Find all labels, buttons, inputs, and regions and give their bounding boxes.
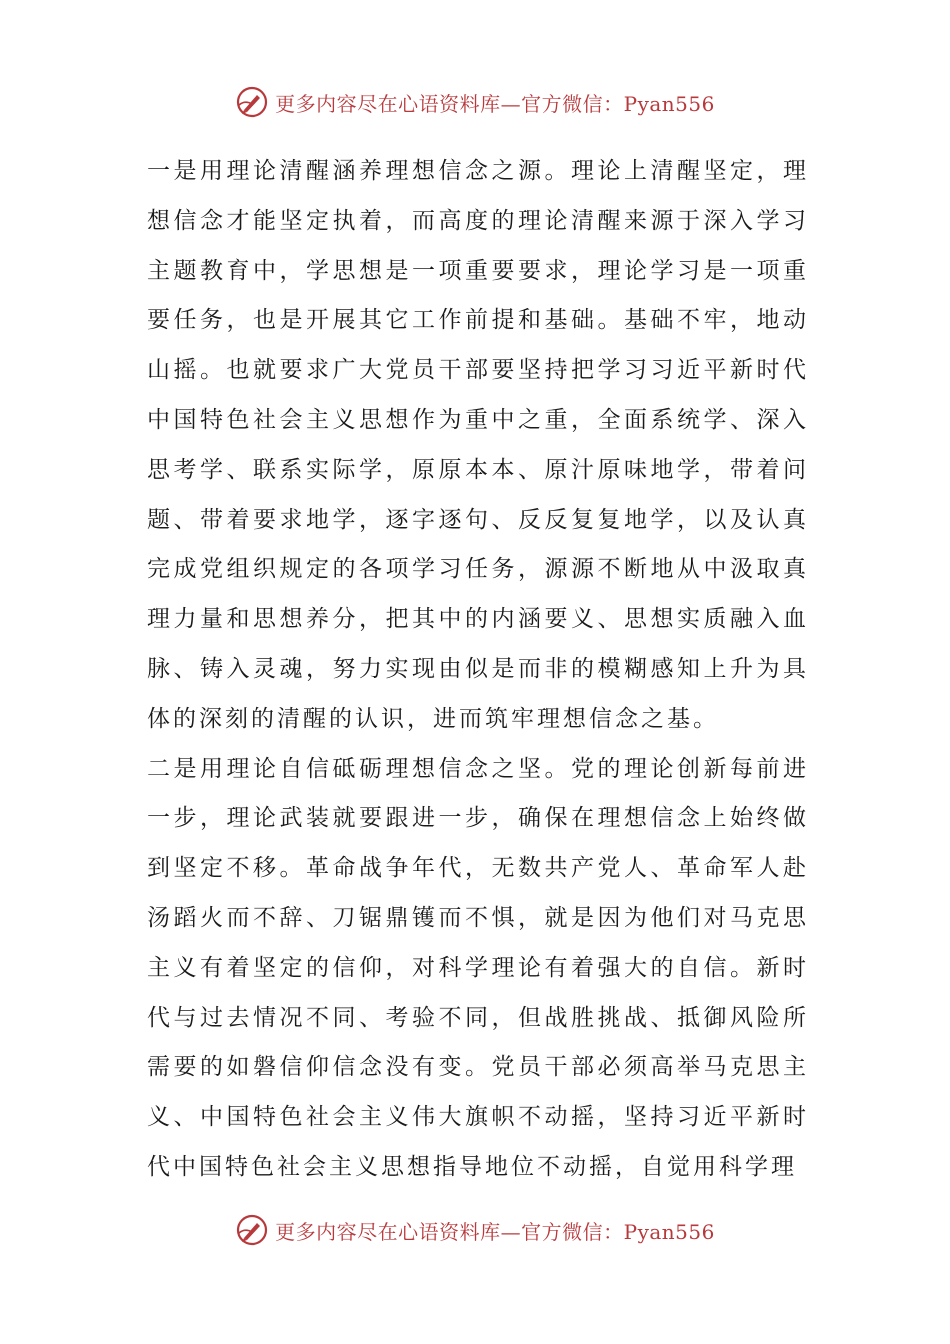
header-banner-text: 更多内容尽在心语资料库—官方微信：Pyan556 — [275, 91, 715, 116]
footer-banner-text: 更多内容尽在心语资料库—官方微信：Pyan556 — [275, 1219, 715, 1244]
paragraph-2: 二是用理论自信砥砺理想信念之坚。党的理论创新每前进一步，理论武装就要跟进一步，确保在理想信念上始终做到坚定不移。革命战争年代，无数共产党人、革命军人赴汤蹈火而不辞、刀锯鼎镬而不惧，就是因为他们对马克思主义有着坚定的信仰，对科学理论有着强大的自信。新时代与过去情况不同、考验不同，但战胜挑战、抵御风险所需要的如磐信仰信念没有变。党员干部必须高举马克思主义、中国特色社会主义伟大旗帜不动摇，坚持习近平新时代中国特色社会主义思想指导地位不动摇，自觉用科学理 — [147, 755, 809, 1180]
pen-logo-icon — [235, 1213, 269, 1247]
document-body — [147, 147, 809, 1193]
paragraph-1: 一是用理论清醒涵养理想信念之源。理论上清醒坚定，理想信念才能坚定执着，而高度的理论清醒来源于深入学习主题教育中，学思想是一项重要要求，理论学习是一项重要任务，也是开展其它工作前提和基础。基础不牢，地动山摇。也就要求广大党员干部要坚持把学习习近平新时代中国特色社会主义思想作为重中之重，全面系统学、深入思考学、联系实际学，原原本本、原汁原味地学，带着问题、带着要求地学，逐字逐句、反反复复地学，以及认真完成党组织规定的各项学习任务，源源不断地从中汲取真理力量和思想养分，把其中的内涵要义、思想实质融入血脉、铸入灵魂，努力实现由似是而非的模糊感知上升为具体的深刻的清醒的认识，进而筑牢理想信念之基。 — [147, 158, 809, 732]
pen-logo-icon — [235, 85, 269, 119]
header-banner — [0, 82, 950, 122]
footer-banner — [0, 1210, 950, 1250]
